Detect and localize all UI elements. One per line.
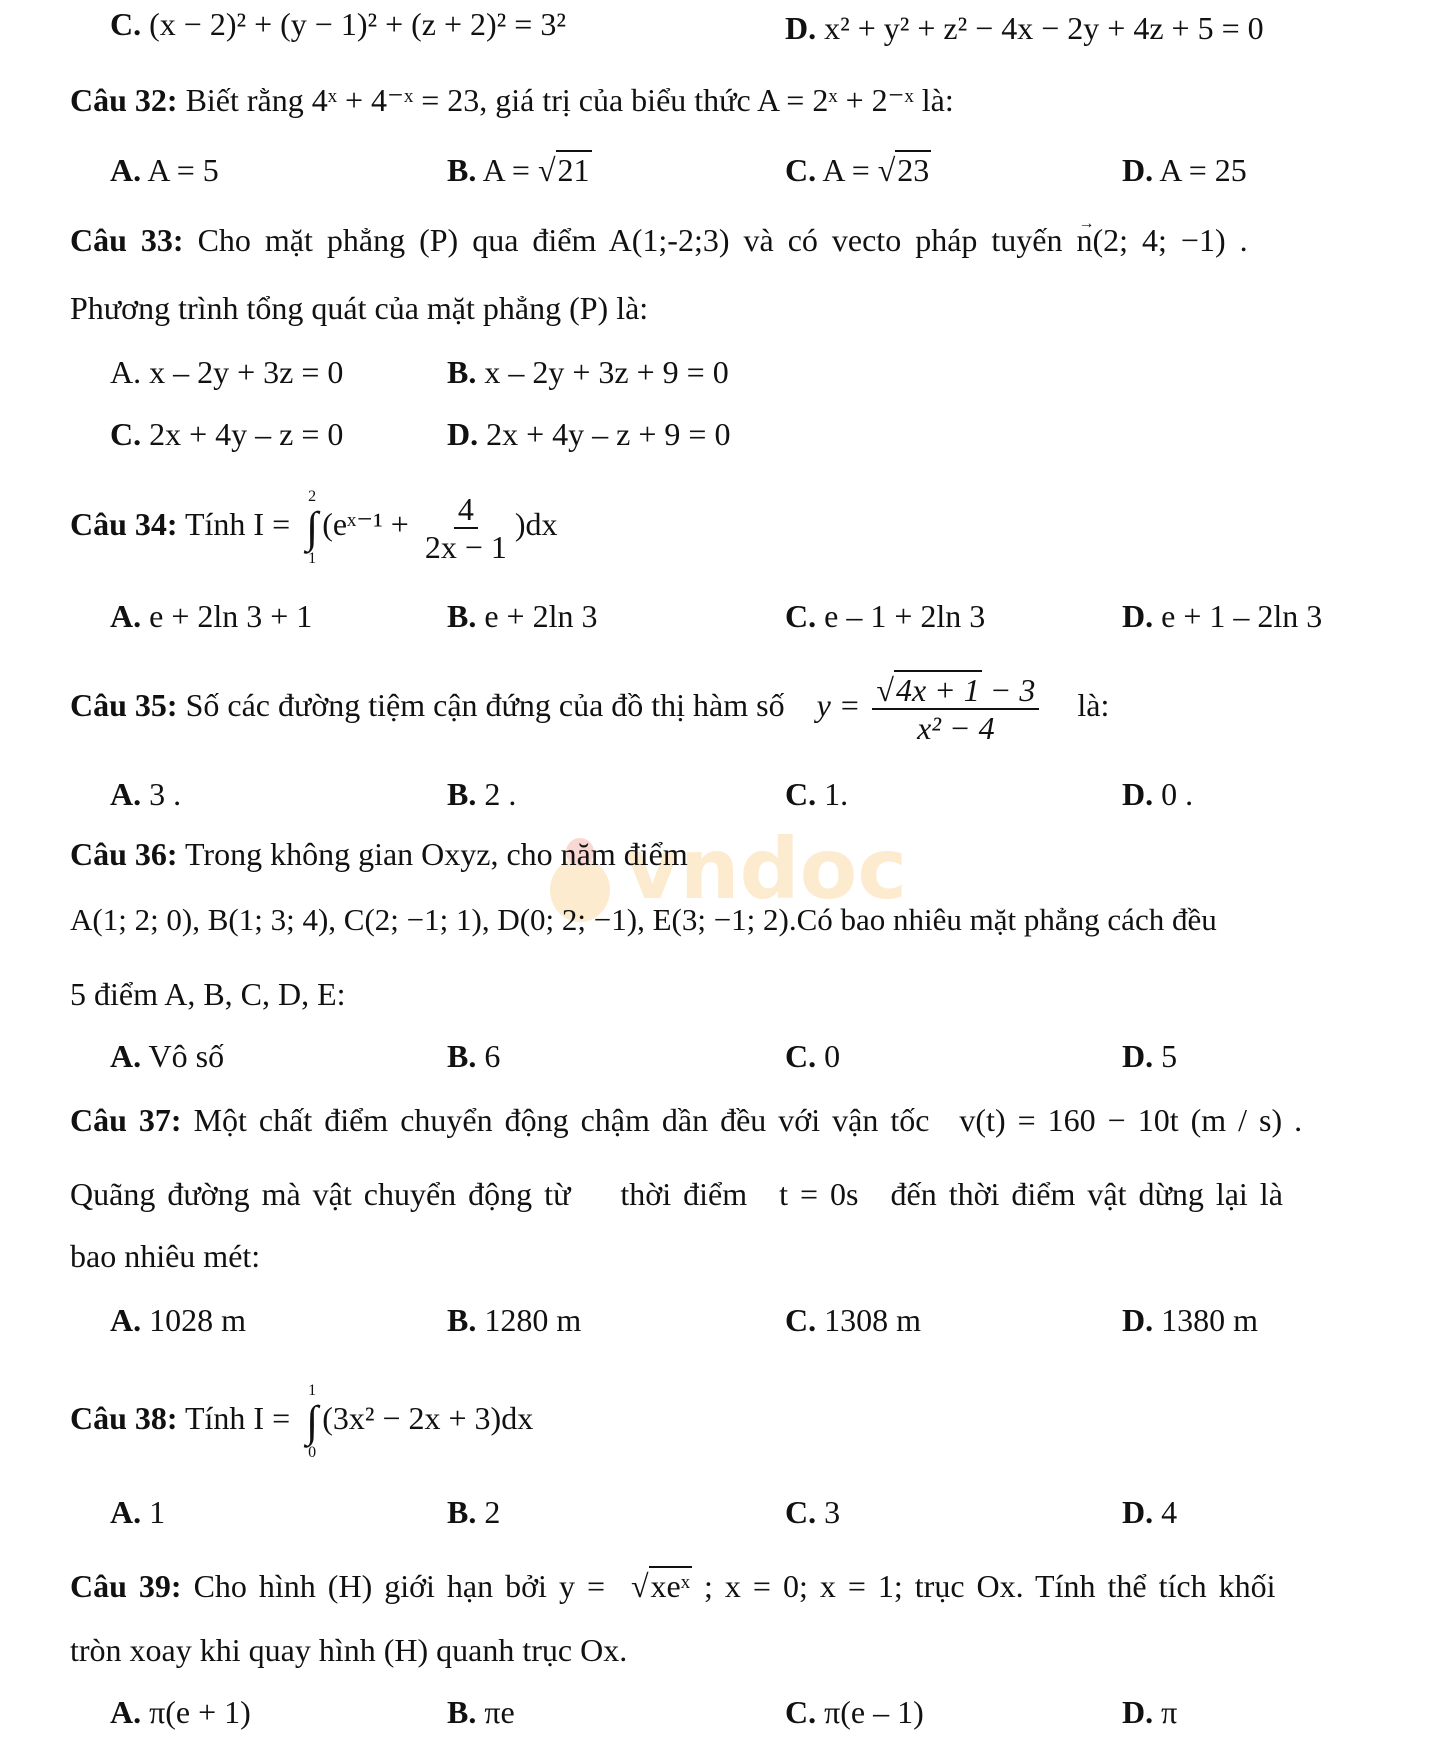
q39-option-b [447, 1692, 515, 1732]
question-label: Câu 34: [70, 506, 178, 542]
integrand: (3x² − 2x + 3)dx [322, 1400, 534, 1436]
question-text: ; x = 0; x = 1; trục Ox. Tính thể tích khối [704, 1568, 1276, 1604]
integrand: (eˣ⁻¹ + [322, 506, 409, 542]
fraction-numerator: 4 [454, 491, 478, 529]
option-label: D. [1122, 1694, 1154, 1730]
option-label: A. [110, 1494, 142, 1530]
option-text: 6 [484, 1038, 501, 1074]
question-text: đến thời điểm vật dừng lại là [890, 1176, 1283, 1212]
option-label: C. [785, 776, 817, 812]
question-label: Câu 33: [70, 222, 184, 258]
q34-option-a [110, 596, 312, 636]
fraction [872, 672, 1039, 746]
vector-coordinates: (2; 4; −1) . [1092, 222, 1248, 258]
option-text: A = √ [482, 152, 556, 188]
option-label: A. [110, 152, 142, 188]
option-text: 1 [149, 1494, 166, 1530]
option-text: x – 2y + 3z + 9 = 0 [484, 354, 729, 390]
function-lhs: y = [816, 687, 861, 723]
q39-option-c [785, 1692, 924, 1732]
q31-option-c [110, 4, 566, 44]
q32-option-c [785, 150, 931, 190]
option-text: 1028 m [149, 1302, 246, 1338]
option-label: C. [785, 1038, 817, 1074]
fraction-numerator: √4x + 1 − 3 [872, 672, 1039, 710]
q33-stem-line1 [70, 220, 1248, 260]
question-label: Câu 38: [70, 1400, 178, 1436]
q36-stem-line3 [70, 974, 346, 1014]
q36-option-a [110, 1036, 224, 1076]
integrand: )dx [514, 506, 558, 542]
integral-upper-limit: 1 [308, 1381, 317, 1399]
option-label: B. [447, 1038, 477, 1074]
watermark-text: vndoc [625, 820, 908, 918]
integral [306, 488, 318, 568]
option-text: (x − 2)² + (y − 1)² + (z + 2)² = 3² [149, 6, 566, 42]
question-text: , giá trị của biểu thức [479, 82, 751, 118]
question-text: Tính I = [184, 1400, 291, 1436]
question-text: .Có bao nhiêu mặt phẳng cách đều [788, 902, 1217, 937]
q34-option-d [1122, 596, 1322, 636]
option-label: D. [785, 10, 817, 46]
option-text: e + 2ln 3 + 1 [149, 598, 313, 634]
question-text: Trong không gian Oxyz, cho năm điểm [184, 836, 688, 872]
question-text: Số các đường tiệm cận đứng của đồ thị hàm số [185, 687, 785, 723]
option-label: A. [110, 1694, 142, 1730]
option-label: B. [447, 1302, 477, 1338]
sqrt-radicand: 21 [557, 152, 590, 188]
option-text: x – 2y + 3z = 0 [149, 354, 344, 390]
option-text: 1308 m [824, 1302, 921, 1338]
sqrt-radicand: 23 [897, 152, 930, 188]
integral [306, 1382, 318, 1462]
option-label: A. [110, 776, 142, 812]
q36-option-c [785, 1036, 840, 1076]
option-text: 3 . [149, 776, 182, 812]
question-label: Câu 35: [70, 687, 178, 723]
option-text: π [1161, 1694, 1178, 1730]
normal-vector: → n [1076, 222, 1092, 258]
option-text: 0 [824, 1038, 841, 1074]
q37-option-a [110, 1300, 246, 1340]
question-text: là: [1077, 687, 1110, 723]
q37-option-c [785, 1300, 921, 1340]
q33-option-d [447, 414, 730, 454]
option-text: A = 25 [1159, 152, 1247, 188]
option-label: C. [785, 598, 817, 634]
integral-sign: ∫ [306, 502, 319, 552]
equation: A = 2ˣ + 2⁻ˣ [756, 82, 914, 118]
q32-option-b [447, 150, 592, 190]
q35-option-c [785, 774, 848, 814]
sqrt-radicand: 4x + 1 [895, 671, 980, 708]
question-text: thời điểm [620, 1176, 748, 1212]
q33-stem-line2 [70, 288, 648, 328]
question-text: là: [921, 82, 954, 118]
q37-option-d [1122, 1300, 1258, 1340]
option-text: 1380 m [1161, 1302, 1258, 1338]
question-label: Câu 39: [70, 1568, 182, 1604]
q38-option-d [1122, 1492, 1177, 1532]
option-label: C. [785, 152, 817, 188]
option-label: D. [1122, 152, 1154, 188]
option-label: C. [785, 1694, 817, 1730]
option-label: D. [1122, 1302, 1154, 1338]
q37-option-b [447, 1300, 581, 1340]
q33-option-c [110, 414, 343, 454]
points-list: A(1; 2; 0), B(1; 3; 4), C(2; −1; 1), D(0; 2; −1), E(3; −1; 2) [70, 902, 789, 937]
q35-stem [70, 660, 1109, 750]
integral-lower-limit: 1 [308, 549, 317, 567]
option-text: 1280 m [484, 1302, 582, 1338]
option-label: A. [110, 1038, 142, 1074]
option-label: B. [447, 1494, 477, 1530]
option-text: π(e + 1) [149, 1694, 251, 1730]
question-text: Cho mặt phẳng (P) qua điểm A(1;-2;3) và có vecto pháp tuyến [197, 222, 1063, 258]
option-text: A = √ [822, 152, 896, 188]
q38-stem [70, 1368, 533, 1468]
q37-stem-line1 [70, 1100, 1302, 1140]
q36-option-b [447, 1036, 500, 1076]
question-label: Câu 37: [70, 1102, 182, 1138]
option-text: π(e – 1) [824, 1694, 924, 1730]
option-text: x² + y² + z² − 4x − 2y + 4z + 5 = 0 [824, 10, 1264, 46]
option-label: A. [110, 354, 142, 390]
option-label: D. [1122, 1494, 1154, 1530]
fraction [421, 491, 511, 565]
option-text: e + 1 – 2ln 3 [1161, 598, 1323, 634]
time-value: t = 0s [779, 1176, 859, 1212]
q39-stem-line1: Câu 39: Cho hình (H) giới hạn bởi y = √xeˣ ; x = 0; x = 1; trục Ox. Tính thể tích khối [70, 1568, 1276, 1604]
q38-option-a [110, 1492, 165, 1532]
option-label: D. [1122, 776, 1154, 812]
q39-option-d [1122, 1692, 1177, 1732]
option-text: 1. [824, 776, 849, 812]
question-text: Biết rằng [185, 82, 304, 118]
integral-upper-limit: 2 [308, 487, 317, 505]
q35-option-b [447, 774, 516, 814]
q37-stem-line2 [70, 1174, 1283, 1214]
q32-option-d [1122, 150, 1247, 190]
q36-option-d [1122, 1036, 1177, 1076]
q36-stem-line2 [70, 900, 1217, 940]
option-label: A. [110, 598, 142, 634]
option-text: A = 5 [147, 152, 219, 188]
option-text: 2x + 4y – z = 0 [149, 416, 344, 452]
q38-option-c [785, 1492, 840, 1532]
option-text: 4 [1161, 1494, 1178, 1530]
q39-stem-line2 [70, 1630, 627, 1670]
option-label: B. [447, 1694, 477, 1730]
question-text: Cho hình (H) giới hạn bởi y = [193, 1568, 605, 1604]
equation: 4ˣ + 4⁻ˣ = 23 [311, 82, 480, 118]
option-label: B. [447, 354, 477, 390]
question-text: bao nhiêu mét: [70, 1238, 261, 1274]
option-text: 5 [1161, 1038, 1178, 1074]
option-label: D. [1122, 598, 1154, 634]
question-label: Câu 36: [70, 836, 178, 872]
q32-option-a [110, 150, 219, 190]
integral-lower-limit: 0 [308, 1443, 317, 1461]
question-text: Tính I = [184, 506, 291, 542]
q35-option-d [1122, 774, 1193, 814]
question-text: Phương trình tổng quát của mặt phẳng (P) là: [70, 290, 649, 326]
option-text: πe [484, 1694, 515, 1730]
q33-option-b [447, 352, 729, 392]
q35-option-a [110, 774, 181, 814]
q34-option-c [785, 596, 985, 636]
question-label: Câu 32: [70, 82, 178, 118]
integral-sign: ∫ [306, 1396, 319, 1446]
option-label: A. [110, 1302, 142, 1338]
option-label: B. [447, 152, 477, 188]
question-text: tròn xoay khi quay hình (H) quanh trục Ox. [70, 1632, 628, 1668]
option-label: C. [785, 1494, 817, 1530]
q32-stem [70, 80, 954, 120]
option-text: 3 [824, 1494, 841, 1530]
sqrt-radicand: xeˣ [650, 1568, 690, 1604]
question-text: Một chất điểm chuyển động chậm dần đều với vận tốc [193, 1102, 930, 1138]
option-label: C. [785, 1302, 817, 1338]
numerator-tail: − 3 [981, 671, 1036, 708]
option-text: Vô số [148, 1038, 225, 1074]
q36-stem-line1 [70, 834, 688, 874]
option-text: e – 1 + 2ln 3 [824, 598, 986, 634]
velocity-equation: v(t) = 160 − 10t (m / s) . [959, 1102, 1303, 1138]
option-text: 2x + 4y – z + 9 = 0 [486, 416, 731, 452]
option-label: D. [447, 416, 479, 452]
question-text: 5 điểm A, B, C, D, E: [70, 976, 346, 1012]
option-text: 2 . [484, 776, 517, 812]
q34-stem [70, 474, 558, 574]
option-text: 0 . [1161, 776, 1194, 812]
q37-stem-line3 [70, 1236, 260, 1276]
q38-option-b [447, 1492, 500, 1532]
option-text: 2 [484, 1494, 501, 1530]
option-label: C. [110, 6, 142, 42]
fraction-denominator: x² − 4 [917, 709, 995, 746]
option-label: B. [447, 598, 477, 634]
q31-option-d [785, 8, 1264, 48]
option-label: C. [110, 416, 142, 452]
question-text: Quãng đường mà vật chuyển động từ [70, 1176, 571, 1212]
fraction-denominator: 2x − 1 [424, 528, 507, 565]
option-text: e + 2ln 3 [484, 598, 598, 634]
q39-option-a [110, 1692, 251, 1732]
q34-option-b [447, 596, 597, 636]
option-label: D. [1122, 1038, 1154, 1074]
q33-option-a [110, 352, 343, 392]
option-label: B. [447, 776, 477, 812]
